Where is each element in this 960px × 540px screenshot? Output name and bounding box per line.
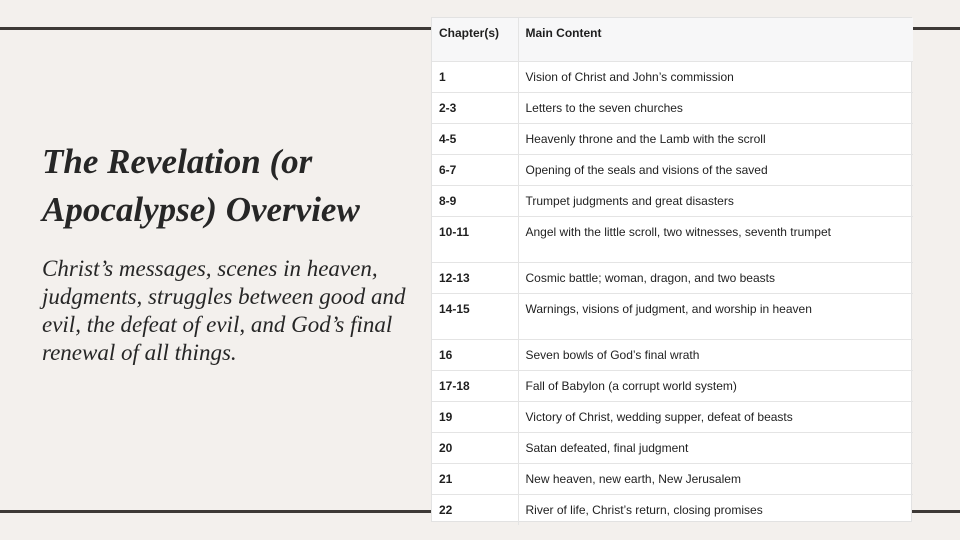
table-row	[432, 494, 913, 525]
table-row	[432, 61, 913, 92]
chapter-cell: 17-18	[432, 370, 518, 401]
content-cell: Fall of Babylon (a corrupt world system)	[518, 370, 913, 401]
chapter-cell: 10-11	[432, 216, 518, 262]
content-cell: Satan defeated, final judgment	[518, 432, 913, 463]
table-row	[432, 293, 913, 339]
chapter-cell: 14-15	[432, 293, 518, 339]
chapter-cell: 19	[432, 401, 518, 432]
slide-subtitle: Christ’s messages, scenes in heaven, judgments, struggles between good and evil, the defeat of evil, and God’s final renewal of all things.	[42, 256, 406, 365]
table-row	[432, 92, 913, 123]
chapter-cell: 22	[432, 494, 518, 525]
chapter-cell: 4-5	[432, 123, 518, 154]
table-row	[432, 216, 913, 262]
chapter-cell: 12-13	[432, 262, 518, 293]
table-header-row	[432, 18, 913, 61]
chapter-cell: 20	[432, 432, 518, 463]
slide-title: The Revelation (or Apocalypse) Overview	[42, 142, 360, 229]
chapter-cell: 16	[432, 339, 518, 370]
chapter-cell: 6-7	[432, 154, 518, 185]
content-cell: Heavenly throne and the Lamb with the scroll	[518, 123, 913, 154]
overview-table	[431, 17, 912, 522]
content-cell: New heaven, new earth, New Jerusalem	[518, 463, 913, 494]
table-row	[432, 185, 913, 216]
column-header-main-content: Main Content	[518, 18, 913, 61]
content-cell: River of life, Christ’s return, closing promises	[525, 502, 763, 517]
table-row	[432, 123, 913, 154]
content-cell: Angel with the little scroll, two witnesses, seventh trumpet	[518, 216, 913, 262]
table-row	[432, 154, 913, 185]
chapter-cell: 21	[432, 463, 518, 494]
chapter-cell: 8-9	[432, 185, 518, 216]
table-row	[432, 463, 913, 494]
table-row	[432, 262, 913, 293]
content-cell: Trumpet judgments and great disasters	[518, 185, 913, 216]
table-row	[432, 339, 913, 370]
chapter-cell: 2-3	[432, 92, 518, 123]
table-row	[432, 432, 913, 463]
chapter-cell: 1	[432, 61, 518, 92]
content-cell: Vision of Christ and John’s commission	[518, 61, 913, 92]
content-cell: Letters to the seven churches	[518, 92, 913, 123]
content-cell: Cosmic battle; woman, dragon, and two beasts	[518, 262, 913, 293]
table-row	[432, 370, 913, 401]
content-cell: Victory of Christ, wedding supper, defeat of beasts	[518, 401, 913, 432]
table-row	[432, 401, 913, 432]
content-cell: Opening of the seals and visions of the saved	[518, 154, 913, 185]
content-cell: Seven bowls of God’s final wrath	[518, 339, 913, 370]
column-header-chapters: Chapter(s)	[432, 18, 518, 61]
content-cell: Warnings, visions of judgment, and worship in heaven	[518, 293, 913, 339]
